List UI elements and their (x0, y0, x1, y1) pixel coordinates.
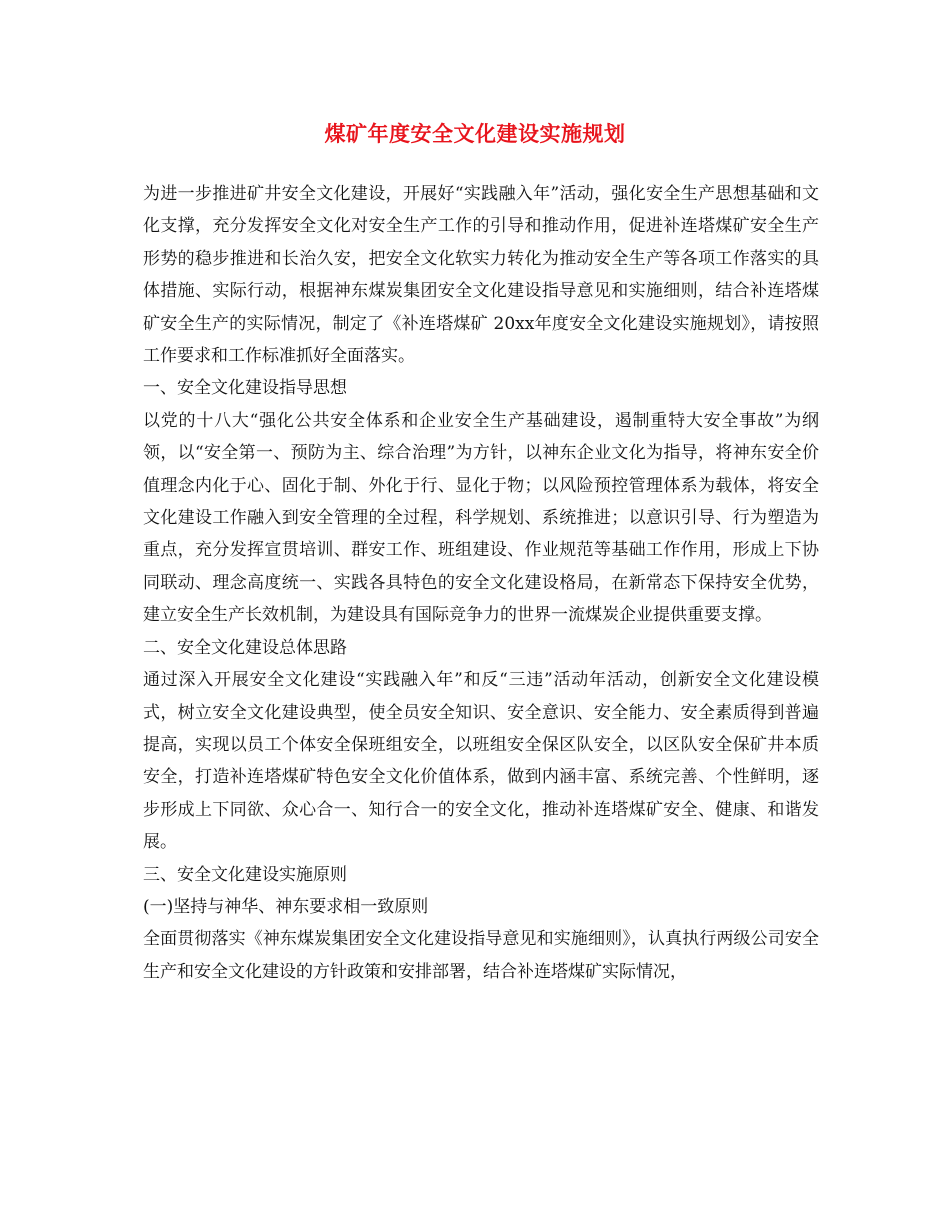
section-2-heading: 二、安全文化建设总体思路 (143, 637, 347, 658)
section-3-heading: 三、安全文化建设实施原则 (143, 864, 347, 885)
document-title: 煤矿年度安全文化建设实施规划 (324, 121, 626, 146)
section-2-paragraph: 通过深入开展安全文化建设“实践融入年”和反“三违”活动年活动，创新安全文化建设模式，树立安全文化建设典型，使全员安全知识、安全意识、安全能力、安全素质得到普遍提高，实现以员工个体安全保班组安全，以班组安全保区队安全，以区队安全保矿井本质安全，打造补连塔煤矿特色安全文化价值体系，做到内涵丰富、系统完善、个性鲜明，逐步形成上下同欲、众心合一、知行合一的安全文化，推动补连塔煤矿安全、健康、和谐发展。 (143, 670, 819, 853)
subsection-1-paragraph: 全面贯彻落实《神东煤炭集团安全文化建设指导意见和实施细则》，认真执行两级公司安全生产和安全文化建设的方针政策和安排部署，结合补连塔煤矿实际情况， (143, 929, 819, 982)
intro-paragraph: 为进一步推进矿井安全文化建设，开展好“实践融入年”活动，强化安全生产思想基础和文化支撑，充分发挥安全文化对安全生产工作的引导和推动作用，促进补连塔煤矿安全生产形势的稳步推进和长治久安，把安全文化软实力转化为推动安全生产等各项工作落实的具体措施、实际行动，根据神东煤炭集团安全文化建设指导意见和实施细则，结合补连塔煤矿安全生产的实际情况，制定了《补连塔煤矿 20xx年度安全文化建设实施规划》，请按照工作要求和工作标准抓好全面落实。 (143, 184, 819, 367)
document-body (143, 178, 819, 988)
section-1-heading: 一、安全文化建设指导思想 (143, 378, 347, 399)
section-1-paragraph: 以党的十八大“强化公共安全体系和企业安全生产基础建设，遏制重特大安全事故”为纲领，以“安全第一、预防为主、综合治理”为方针，以神东企业文化为指导，将神东安全价值理念内化于心、固化于制、外化于行、显化于物；以风险预控管理体系为载体，将安全文化建设工作融入到安全管理的全过程，科学规划、系统推进；以意识引导、行为塑造为重点，充分发挥宣贯培训、群安工作、班组建设、作业规范等基础工作作用，形成上下协同联动、理念高度统一、实践各具特色的安全文化建设格局，在新常态下保持安全优势，建立安全生产长效机制，为建设具有国际竞争力的世界一流煤炭企业提供重要支撑。 (143, 410, 819, 626)
subsection-1-heading: (一)坚持与神华、神东要求相一致原则 (143, 896, 429, 917)
